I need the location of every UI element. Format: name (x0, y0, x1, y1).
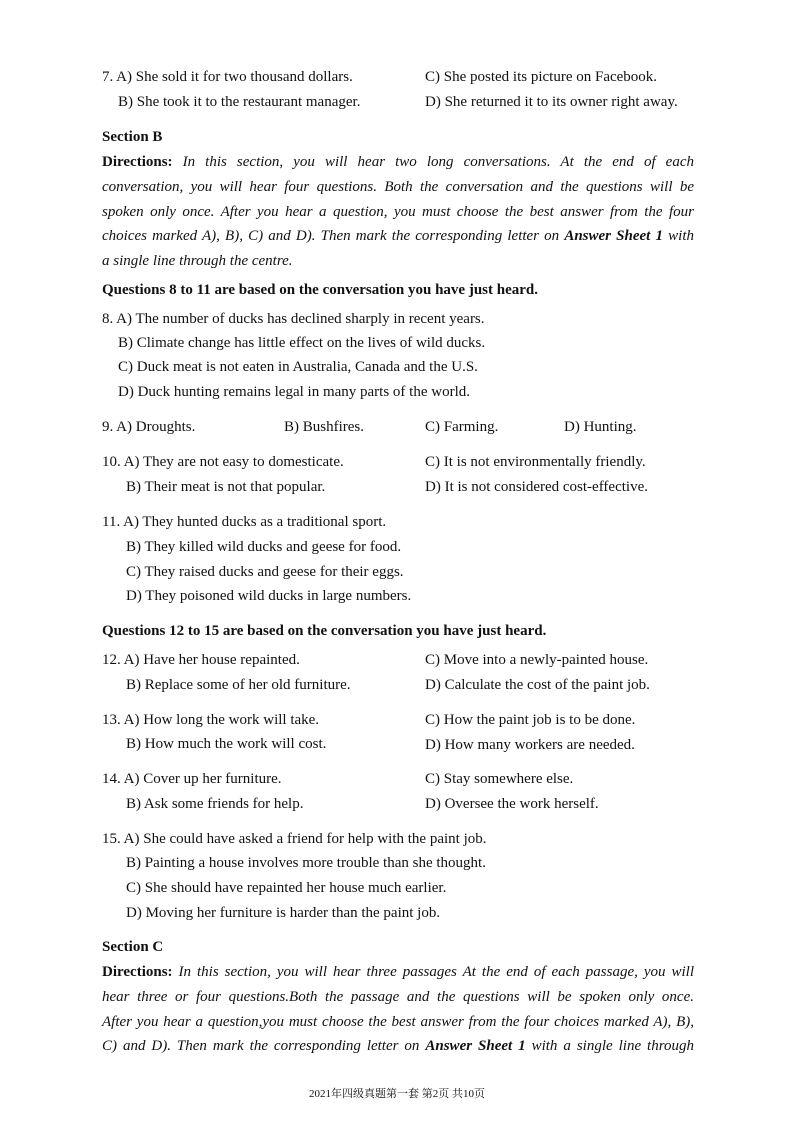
q11-option-a: 11. A) They hunted ducks as a traditional sport. (102, 514, 387, 530)
q10-option-d: D) It is not considered cost-effective. (425, 479, 648, 495)
group-heading-8-11: Questions 8 to 11 are based on the conversation you have just heard. (102, 282, 538, 298)
directions-line: conversation, you will hear four questions. Both the conversation and the questions will be (102, 178, 694, 195)
q8-option-a: 8. A) The number of ducks has declined sharply in recent years. (102, 311, 485, 327)
group-heading-12-15: Questions 12 to 15 are based on the conversation you have just heard. (102, 623, 547, 639)
q12-option-b: B) Replace some of her old furniture. (126, 677, 351, 693)
q13-option-b: B) How much the work will cost. (126, 736, 327, 752)
q13-option-d: D) How many workers are needed. (425, 737, 635, 753)
q7-option-d: D) She returned it to its owner right away. (425, 94, 678, 110)
q13-option-a: 13. A) How long the work will take. (102, 712, 320, 728)
answer-sheet-label: Answer Sheet 1 (564, 228, 663, 245)
q11-option-b: B) They killed wild ducks and geese for food. (126, 539, 402, 555)
section-c-directions (102, 960, 694, 1059)
q8-option-d: D) Duck hunting remains legal in many parts of the world. (118, 384, 471, 400)
q10-option-c: C) It is not environmentally friendly. (425, 454, 646, 470)
q7-option-c: C) She posted its picture on Facebook. (425, 69, 658, 85)
directions-label: Directions: (102, 964, 173, 980)
directions-line: a single line through the centre. (102, 253, 293, 270)
section-c-title: Section C (102, 939, 164, 955)
q13-option-c: C) How the paint job is to be done. (425, 712, 636, 728)
directions-line: hear three or four questions.Both the passage and the questions will be spoken only once. (102, 988, 694, 1005)
q15-option-a: 15. A) She could have asked a friend for help with the paint job. (102, 831, 487, 847)
q9-option-b: B) Bushfires. (284, 419, 364, 435)
q8-option-b: B) Climate change has little effect on the lives of wild ducks. (118, 335, 486, 351)
q12-option-d: D) Calculate the cost of the paint job. (425, 677, 650, 693)
q15-option-d: D) Moving her furniture is harder than the paint job. (126, 905, 441, 921)
directions-line: After you hear a question,you must choose the best answer from the four choices marked A), B), (102, 1013, 694, 1030)
q9-option-d: D) Hunting. (564, 419, 637, 435)
q15-option-b: B) Painting a house involves more trouble than she thought. (126, 855, 486, 871)
q10-option-a: 10. A) They are not easy to domesticate. (102, 454, 344, 470)
section-b-directions (102, 150, 694, 274)
q14-option-a: 14. A) Cover up her furniture. (102, 771, 282, 787)
q12-option-c: C) Move into a newly-painted house. (425, 652, 649, 668)
directions-label: Directions: (102, 154, 173, 170)
q7-option-b: B) She took it to the restaurant manager. (118, 94, 361, 110)
q14-option-c: C) Stay somewhere else. (425, 771, 574, 787)
directions-line-tail: with (663, 228, 694, 245)
q11-option-d: D) They poisoned wild ducks in large numbers. (126, 588, 412, 604)
q14-option-d: D) Oversee the work herself. (425, 796, 599, 812)
q7-option-a: 7. A) She sold it for two thousand dollars. (102, 69, 353, 85)
directions-line-tail: with a single line through (525, 1038, 694, 1055)
q15-option-c: C) She should have repainted her house much earlier. (126, 880, 447, 896)
directions-line: In this section, you will hear three passages At the end of each passage, you will (178, 964, 694, 980)
directions-line: choices marked A), B), C) and D). Then mark the corresponding letter on (102, 228, 560, 245)
q10-option-b: B) Their meat is not that popular. (126, 479, 326, 495)
q12-option-a: 12. A) Have her house repainted. (102, 652, 300, 668)
directions-line: C) and D). Then mark the corresponding letter on (102, 1038, 420, 1055)
q14-option-b: B) Ask some friends for help. (126, 796, 304, 812)
answer-sheet-label: Answer Sheet 1 (425, 1038, 526, 1055)
q8-option-c: C) Duck meat is not eaten in Australia, Canada and the U.S. (118, 359, 478, 375)
directions-line: spoken only once. After you hear a question, you must choose the best answer from the four (102, 203, 694, 220)
directions-line: In this section, you will hear two long conversations. At the end of each (182, 154, 694, 170)
q11-option-c: C) They raised ducks and geese for their eggs. (126, 564, 404, 580)
q9-option-a: 9. A) Droughts. (102, 419, 196, 435)
section-b-title: Section B (102, 129, 163, 145)
q9-option-c: C) Farming. (425, 419, 499, 435)
page-footer: 2021年四级真题第一套 第2页 共10页 (309, 1088, 485, 1100)
